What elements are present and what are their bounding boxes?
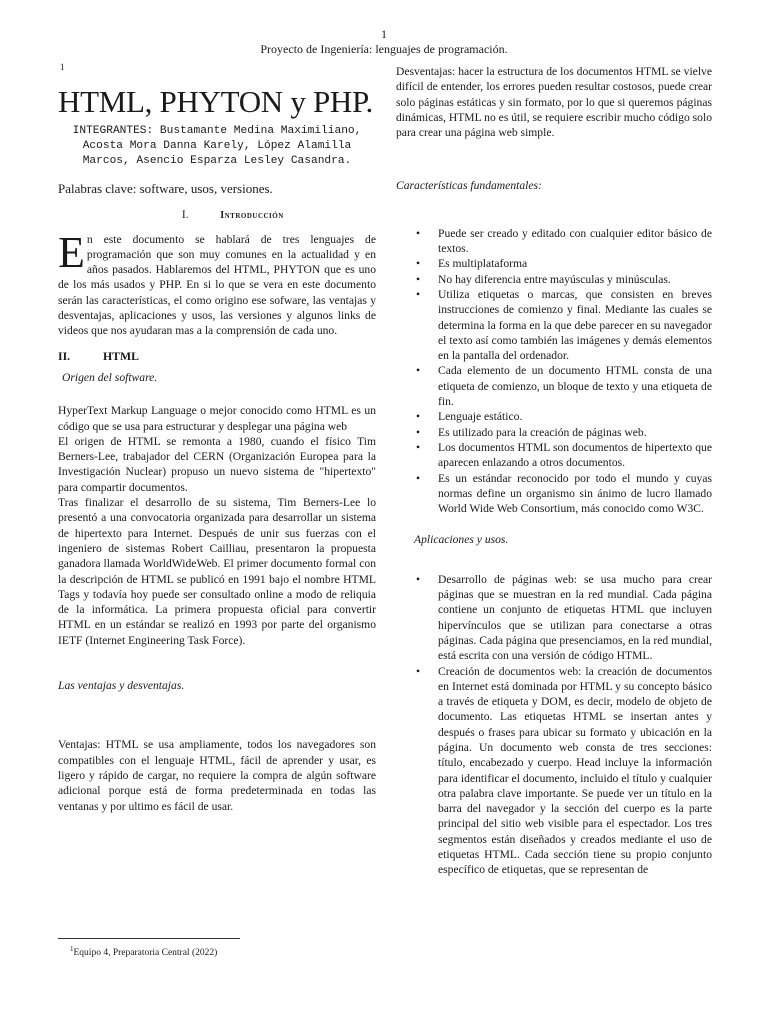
list-item: • Cada elemento de un documento HTML consta de una etiqueta de comienzo, un bloque de texto y una etiqueta de fin. xyxy=(438,363,712,409)
intro-text: n este documento se hablará de tres lenguajes de programación que son muy comunes en la actualidad y en años pasados. Hablaremos del HTML, PHYTON que es uno de los más usados y PHP. En si lo que se vera en este documento serán las características, el como origino ese sofware, las ventajas y desventajas, aplicaciones y usos, las versiones y algunos links de videos que nos ayudaran mas a la comprensión de cada uno. xyxy=(58,232,376,338)
footnote-marker: 1 xyxy=(60,62,65,72)
footnote xyxy=(70,945,217,958)
subheading-advantages: Las ventajas y desventajas. xyxy=(58,679,185,693)
document-title: HTML, PHYTON y PHP. xyxy=(58,84,373,119)
keywords: Palabras clave: software, usos, versiones. xyxy=(58,181,273,196)
page-number: 1 xyxy=(381,27,387,41)
list-item: • Desarrollo de páginas web: se usa mucho para crear páginas que se muestran en la red mundial. Cada página contiene un conjunto de etiquetas HTML que incluyen hipervínculos que se utilizan para conectarse a otras páginas. Cada página que presenciamos, en la red mundial, está escrita con una versión de código HTML. xyxy=(438,572,712,664)
list-item: • No hay diferencia entre mayúsculas y minúsculas. xyxy=(438,272,712,287)
running-header: Proyecto de Ingeniería: lenguajes de programación. xyxy=(260,42,508,56)
paragraph: Tras finalizar el desarrollo de su sistema, Tim Berners-Lee lo presentó a una convocatoria organizada para desarrollar un sistema de hipertexto para Internet. Después de unir sus fuerzas con el ingeniero de sistemas Robert Cailliau, presentaron la propuesta ganadora llamada WorldWideWeb. El primer documento formal con la descripción de HTML se publicó en 1991 bajo el nombre HTML Tags y todavía hoy puede ser consultado online a modo de reliquia de la informática. La primera propuesta oficial para convertir HTML en un estándar se realizó en 1993 por parte del organismo IETF (Internet Engineering Task Force). xyxy=(58,496,376,647)
subheading-features: Características fundamentales: xyxy=(396,179,542,193)
section-label: Introducción xyxy=(220,210,284,222)
list-item: • Puede ser creado y editado con cualquier editor básico de textos. xyxy=(438,226,712,257)
list-item: • Creación de documentos web: la creación de documentos en Internet está dominada por HTML y su concepto básico a través de etiqueta y DOM, es decir, modelo de objeto de documento. Las etiquetas HTML se insertan antes y después o frases para ubicar su formato y ubicación en la página. Un documento web consta de tres secciones: título, encabezado y cuerpo. Head incluye la información para identificar el documento, incluido el título y cualquier otra palabra clave importante. Se puede ver un título en la barra del navegador y la sección del cuerpo es la parte principal del sitio web visible para el espectador. Los tres segmentos están diseñados y creados mediante el uso de etiquetas HTML. Cada sección tiene su propio conjunto específico de etiquetas, que se representan de xyxy=(438,664,712,878)
paragraph: HyperText Markup Language o mejor conocido como HTML es un código que se usa para estructurar y desplegar una página web xyxy=(58,404,376,433)
section-label: HTML xyxy=(103,348,140,363)
footnote-text: Equipo 4, Preparatoria Central (2022) xyxy=(73,948,218,959)
section-number: I. xyxy=(181,209,189,222)
applications-list xyxy=(396,572,712,878)
list-item: • Utiliza etiquetas o marcas, que consisten en breves instrucciones de comienzo y final. Mediante las cuales se determina la forma en la que debe parecer en su navegador el texto así como también las imágenes y demás elementos en la pantalla del ordenador. xyxy=(438,287,712,363)
intro-paragraph xyxy=(58,227,376,339)
features-list xyxy=(396,226,712,517)
disadvantages-paragraph: Desventajas: hacer la estructura de los documentos HTML se vielve difícil de entender, los errores pueden resultar costosos, puede crear solo páginas estáticas y sin formato, por lo que si queremos páginas dinámicas, HTML no es útil, se requiere escribir mucho código solo para crear una página web simple. xyxy=(396,65,712,140)
left-column xyxy=(58,80,376,814)
list-item: • Es utilizado para la creación de páginas web. xyxy=(438,425,712,440)
list-item: • Los documentos HTML son documentos de hipertexto que aparecen enlazando a otros documentos. xyxy=(438,440,712,471)
section-number: II. xyxy=(58,348,71,363)
section-heading-html xyxy=(58,349,376,364)
section-heading-intro xyxy=(58,208,376,223)
drop-cap: E xyxy=(58,227,85,277)
footnote-rule xyxy=(58,938,240,939)
authors: INTEGRANTES: Bustamante Medina Maximiliano, Acosta Mora Danna Karely, López Alamilla Marcos, Asencio Esparza Lesley Casandra. xyxy=(72,125,362,167)
subheading-origin: Origen del software. xyxy=(62,370,158,384)
list-item: • Es multiplataforma xyxy=(438,256,712,271)
list-item: • Lenguaje estático. xyxy=(438,409,712,424)
subheading-applications: Aplicaciones y usos. xyxy=(414,533,509,547)
right-column xyxy=(396,64,712,894)
advantages-paragraph: Ventajas: HTML se usa ampliamente, todos los navegadores son compatibles con el lenguaje HTML, fácil de aprender y usar, es ligero y rápido de cargar, no requiere la compra de algún software adicional porque está de forma predeterminada en todas las ventanas y por ultimo es fácil de usar. xyxy=(58,738,376,813)
paragraph: El origen de HTML se remonta a 1980, cuando el físico Tim Berners-Lee, trabajador del CERN (Organización Europea para la Investigación Nuclear) propuso un nuevo sistema de "hipertexto" para compartir documentos. xyxy=(58,434,376,494)
footnote-mark: 1 xyxy=(70,945,74,953)
list-item: • Es un estándar reconocido por todo el mundo y cuyas normas define un organismo sin ánimo de lucro llamado World Wide Web Consortium, más conocido como W3C. xyxy=(438,471,712,517)
